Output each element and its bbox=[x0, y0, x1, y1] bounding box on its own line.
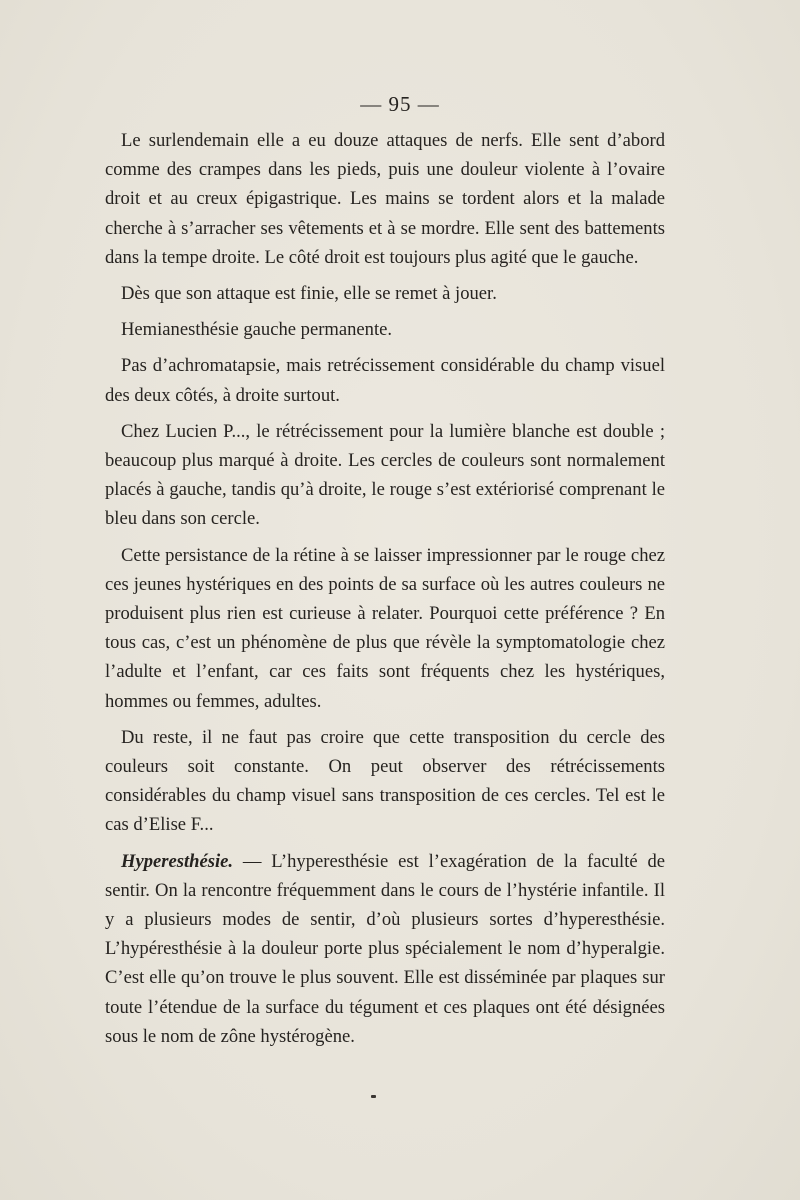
paragraph-attacks: Le surlendemain elle a eu douze attaques de nerfs. Elle sent d’abord comme des crampes dans les pieds, puis une douleur violente à l’ovaire droit et au creux épigastrique. Les mains se tordent alors et la malade cherche à s’arracher ses vêtements et à se mordre. Elle sent des battements dans la tempe droite. Le côté droit est toujours plus agité que le gauche. bbox=[105, 130, 665, 268]
body-text bbox=[105, 126, 665, 1058]
section-text: — L’hyperesthésie est l’exagération de la faculté de sentir. On la rencontre fréquemment dans le cours de l’hystérie infantile. Il y a plusieurs modes de sentir, d’où plusieurs sortes d’hyperesthésie. L’hypéresthésie à la douleur porte plus spécialement le nom d’hyperalgie. C’est elle qu’on trouve le plus souvent. Elle est disséminée par plaques sur toute l’étendue de la surface du tégument et ces plaques ont été désignées sous le nom de zône hystérogène. bbox=[105, 850, 665, 1047]
section-heading: Hyperesthésie. bbox=[121, 850, 234, 872]
paragraph-lucien: Chez Lucien P..., le rétrécissement pour la lumière blanche est double ; beaucoup plus marqué à droite. Les cercles de couleurs sont normalement placés à gauche, tandis qu’à droite, le rouge s’est extériorisé comprenant le bleu dans son cercle. bbox=[105, 420, 665, 530]
paragraph-hemianesthesia: Hemianesthésie gauche permanente. bbox=[121, 319, 393, 341]
page-number: — 95 — bbox=[360, 92, 440, 116]
paragraph-transposition: Du reste, il ne faut pas croire que cette transposition du cercle des couleurs soit constante. On peut observer des rétrécissements considérables du champ visuel sans transposition de ces cercles. Tel est le cas d’Elise F... bbox=[105, 726, 665, 836]
paragraph-hyperesthesia bbox=[105, 847, 665, 1051]
paragraph-achromatopsia: Pas d’achromatapsie, mais retrécissement considérable du champ visuel des deux côtés, à droite surtout. bbox=[105, 355, 665, 406]
print-mark bbox=[371, 1095, 376, 1098]
paragraph-persistence: Cette persistance de la rétine à se laisser impressionner par le rouge chez ces jeunes hystériques en des points de sa surface où les autres couleurs ne produisent plus rien est curieuse à relater. Pourquoi cette préférence ? En tous cas, c’est un phénomène de plus que révèle la symptomatologie chez l’adulte et l’enfant, car ces faits sont fréquents chez les hystériques, hommes ou femmes, adultes. bbox=[105, 544, 665, 712]
paragraph-resume-play: Dès que son attaque est finie, elle se remet à jouer. bbox=[121, 283, 497, 305]
